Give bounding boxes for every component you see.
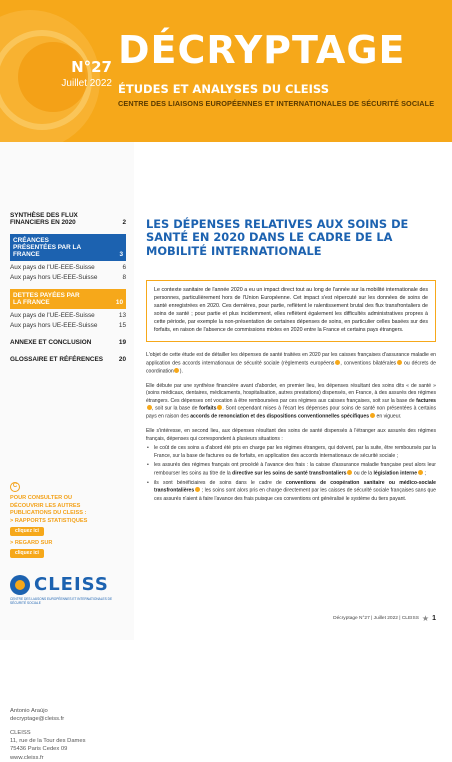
logo-wordmark: CLEISS bbox=[34, 574, 109, 595]
contact-city: 75436 Paris Cedex 09 bbox=[10, 746, 68, 753]
footnote-marker-icon[interactable] bbox=[370, 413, 375, 418]
issue-number: N°27 bbox=[71, 58, 112, 76]
contact-block bbox=[10, 707, 130, 762]
toc-label: CRÉANCES PRÉSENTÉES PAR LA FRANCE bbox=[13, 237, 81, 258]
toc-page: 10 bbox=[115, 299, 123, 306]
cleiss-logo bbox=[10, 574, 126, 605]
toc-item-synthese[interactable] bbox=[10, 212, 126, 226]
header-banner bbox=[0, 0, 452, 142]
footnote-marker-icon[interactable] bbox=[195, 487, 200, 492]
toc-label: SYNTHÈSE DES FLUX FINANCIERS EN 2020 bbox=[10, 212, 78, 226]
issue-info bbox=[50, 58, 112, 89]
paragraph: L'objet de cette étude est de détailler les dépenses de santé traitées en 2020 par les caisses françaises d'assurance maladie en application des accords internationaux de sécurité sociale (règlements européens , conventions bilatérales ou décrets de coordination ). bbox=[146, 352, 436, 375]
page-number: 1 bbox=[432, 615, 436, 622]
toc-item-creances[interactable] bbox=[10, 234, 126, 261]
page-footer bbox=[333, 614, 436, 623]
cleiss-emblem-icon bbox=[10, 575, 30, 595]
cleiss-c-icon: C bbox=[10, 482, 20, 492]
publications-box bbox=[10, 482, 126, 562]
toc-label: GLOSSAIRE ET RÉFÉRENCES bbox=[10, 356, 104, 363]
toc-label: Aux pays hors UE-EEE-Suisse bbox=[10, 322, 98, 329]
footnote-marker-icon[interactable] bbox=[418, 470, 423, 475]
toc-item-creances-ue[interactable] bbox=[10, 264, 126, 271]
contact-org: CLEISS bbox=[10, 730, 31, 737]
regard-label: > REGARD SUR bbox=[10, 539, 53, 546]
paragraph: Elle s'intéresse, en second lieu, aux dépenses résultant des soins de santé dispensés à l'étranger aux assurés des régimes français, dépenses qui correspondent à plusieurs situations : bbox=[146, 428, 436, 442]
toc-page: 19 bbox=[118, 339, 126, 346]
toc-page: 15 bbox=[118, 322, 126, 329]
footer-text: Décryptage N°27 | Juillet 2022 | CLEISS bbox=[333, 616, 419, 621]
footnote-marker-icon[interactable] bbox=[147, 405, 152, 410]
article-intro-box: Le contexte sanitaire de l'année 2020 a eu un impact direct tout au long de l'année sur la mobilité internationale des personnes, particulièrement hors de l'Union Européenne. Cet impact s'est répercuté sur les données de soins de santé enregistrées en 2020. Ces dernières, pour partie, reflètent le ralentissement brutal des flux transfrontaliers de soins de santé ; pour partie et plus incidemment, elles reflètent également les difficultés administratives propres à cette période, par exemple la non-présentation de certaines dépenses de soins, en particulier celles basées sur des forfaits, en raison de l'absence de commissions mixtes en 2020 entre la France et certains pays étrangers. bbox=[146, 280, 436, 342]
toc-item-dettes-hors[interactable] bbox=[10, 322, 126, 329]
consult-line: PUBLICATIONS DU CLEISS : bbox=[10, 510, 87, 517]
toc-page: 8 bbox=[122, 274, 126, 281]
organization-name: CENTRE DES LIAISONS EUROPÉENNES ET INTERNATIONALES DE SÉCURITÉ SOCIALE bbox=[118, 99, 435, 108]
consult-line: DÉCOUVRIR LES AUTRES bbox=[10, 502, 81, 509]
footnote-marker-icon[interactable] bbox=[174, 368, 179, 373]
logo-caption: CENTRE DES LIAISONS EUROPÉENNES ET INTERNATIONALES DE SÉCURITÉ SOCIALE bbox=[10, 597, 113, 605]
contact-email[interactable]: decryptage@cleiss.fr bbox=[10, 716, 65, 723]
toc-label: ANNEXE ET CONCLUSION bbox=[10, 339, 92, 346]
footnote-marker-icon[interactable] bbox=[397, 360, 402, 365]
contact-street: 11, rue de la Tour des Dames bbox=[10, 738, 86, 745]
article-title: LES DÉPENSES RELATIVES AUX SOINS DE SANTÉ EN 2020 DANS LE CADRE DE LA MOBILITÉ INTERNATIONALE bbox=[146, 217, 409, 258]
consult-line: POUR CONSULTER OU bbox=[10, 495, 73, 501]
toc-page: 3 bbox=[119, 251, 123, 258]
star-icon: ★ bbox=[421, 614, 430, 623]
publication-title: DÉCRYPTAGE bbox=[118, 28, 406, 72]
toc-label: Aux pays de l'UE-EEE-Suisse bbox=[10, 264, 95, 271]
toc-page: 20 bbox=[118, 356, 126, 363]
contact-name: Antonio Araújo bbox=[10, 708, 48, 714]
toc-page: 13 bbox=[118, 312, 126, 319]
article-body bbox=[146, 352, 436, 505]
publication-subtitle: ÉTUDES ET ANALYSES DU CLEISS bbox=[118, 82, 329, 96]
toc-label: DETTES PAYÉES PAR LA FRANCE bbox=[13, 292, 80, 306]
regard-link-button[interactable]: cliquez ici bbox=[10, 549, 44, 558]
issue-date: Juillet 2022 bbox=[61, 78, 112, 89]
list-item: • ils sont bénéficiaires de soins dans le cadre de conventions de coopération sanitaire ou médico-sociale transfrontalières ; les soins sont alors pris en charge directement par les caisses de sécurité sociale françaises sans que ces assurés n'aient à faire l'avance des frais puisque ces conventions ont généralisé le système du tiers payant. bbox=[146, 480, 436, 503]
sidebar bbox=[0, 142, 134, 761]
toc-item-dettes[interactable] bbox=[10, 289, 126, 309]
rapports-link-button[interactable]: cliquez ici bbox=[10, 527, 44, 536]
toc-page: 6 bbox=[122, 264, 126, 271]
list-item: • les assurés des régimes français ont procédé à l'avance des frais : la caisse d'assurance maladie française peut alors leur rembourser les soins au titre de la directive sur les soins de santé transfrontaliers ou de la législation interne ; bbox=[146, 462, 436, 478]
paragraph: Elle débute par une synthèse financière avant d'aborder, en premier lieu, les dépenses résultant des soins dits « de santé » (soins médicaux, dentaires, médicaments, hospitalisation, autres prestations) dispensés, en France, à des assurés des régimes étrangers. Ces dépenses ont vocation à être remboursées par ces régimes aux caisses françaises, soit sur la base de factures, soit sur la base de forfaits . Sont cependant mises à l'écart les dépenses pour soins de santé non présentées à certains pays en raison des accords de renonciation et des dispositions conventionnelles spécifiques en vigueur. bbox=[146, 382, 436, 420]
toc-page: 2 bbox=[122, 219, 126, 226]
toc-item-annexe[interactable] bbox=[10, 339, 126, 346]
toc-item-dettes-ue[interactable] bbox=[10, 312, 126, 319]
toc-label: Aux pays de l'UE-EEE-Suisse bbox=[10, 312, 95, 319]
toc-item-glossaire[interactable] bbox=[10, 356, 126, 363]
toc-item-creances-hors[interactable] bbox=[10, 274, 126, 281]
table-of-contents bbox=[10, 212, 126, 363]
rapports-label: > RAPPORTS STATISTIQUES bbox=[10, 517, 88, 524]
toc-label: Aux pays hors UE-EEE-Suisse bbox=[10, 274, 98, 281]
situations-list bbox=[146, 445, 436, 503]
contact-website[interactable]: www.cleiss.fr bbox=[10, 754, 44, 761]
list-item: • le coût de ces soins a d'abord été pris en charge par les régimes étrangers, qui doivent, par la suite, être remboursés par la France, sur la base de factures ou de forfaits, en application des accords internationaux de sécurité sociale ; bbox=[146, 445, 436, 460]
footnote-marker-icon[interactable] bbox=[347, 470, 352, 475]
